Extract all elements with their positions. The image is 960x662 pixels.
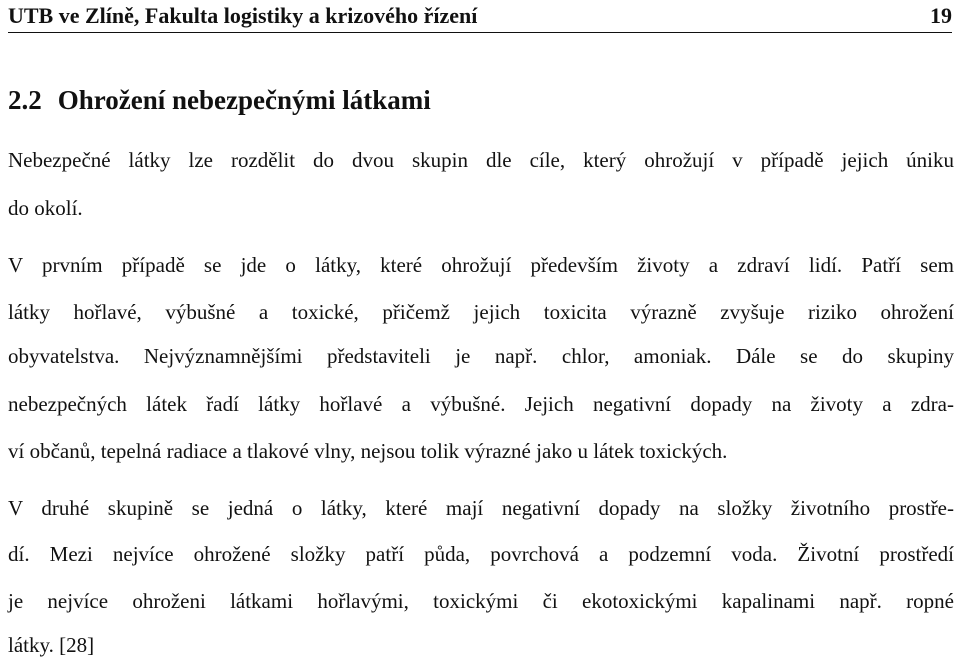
paragraph-line: látky hořlavé, výbušné a toxické, přičemž jejich toxicita výrazně zvyšuje riziko ohrožení (8, 300, 954, 324)
paragraph-line: nebezpečných látek řadí látky hořlavé a výbušné. Jejich negativní dopady na životy a zdra- (8, 392, 954, 416)
running-header (8, 0, 952, 33)
paragraph-line: obyvatelstva. Nejvýznamnějšími představiteli je např. chlor, amoniak. Dále se do skupiny (8, 344, 954, 368)
paragraph-line: V prvním případě se jde o látky, které ohrožují především životy a zdraví lidí. Patří sem (8, 253, 954, 277)
page-number: 19 (930, 3, 952, 28)
paragraph-line: dí. Mezi nejvíce ohrožené složky patří půda, povrchová a podzemní voda. Životní prostředí (8, 542, 954, 566)
paragraph-line: do okolí. (8, 196, 83, 220)
header-title: UTB ve Zlíně, Fakulta logistiky a krizového řízení (8, 3, 478, 28)
paragraph-line: Nebezpečné látky lze rozdělit do dvou skupin dle cíle, který ohrožují v případě jejich úniku (8, 148, 954, 172)
paragraph-line: látky. [28] (8, 633, 95, 657)
section-heading (8, 80, 431, 120)
paragraph-line: ví občanů, tepelná radiace a tlakové vlny, nejsou tolik výrazné jako u látek toxických. (8, 439, 728, 463)
section-title: Ohrožení nebezpečnými látkami (57, 85, 431, 115)
section-number: 2.2 (8, 85, 42, 115)
paragraph-line: V druhé skupině se jedná o látky, které mají negativní dopady na složky životního prostře- (8, 496, 954, 520)
paragraph-line: je nejvíce ohroženi látkami hořlavými, toxickými či ekotoxickými kapalinami např. ropné (8, 589, 954, 613)
